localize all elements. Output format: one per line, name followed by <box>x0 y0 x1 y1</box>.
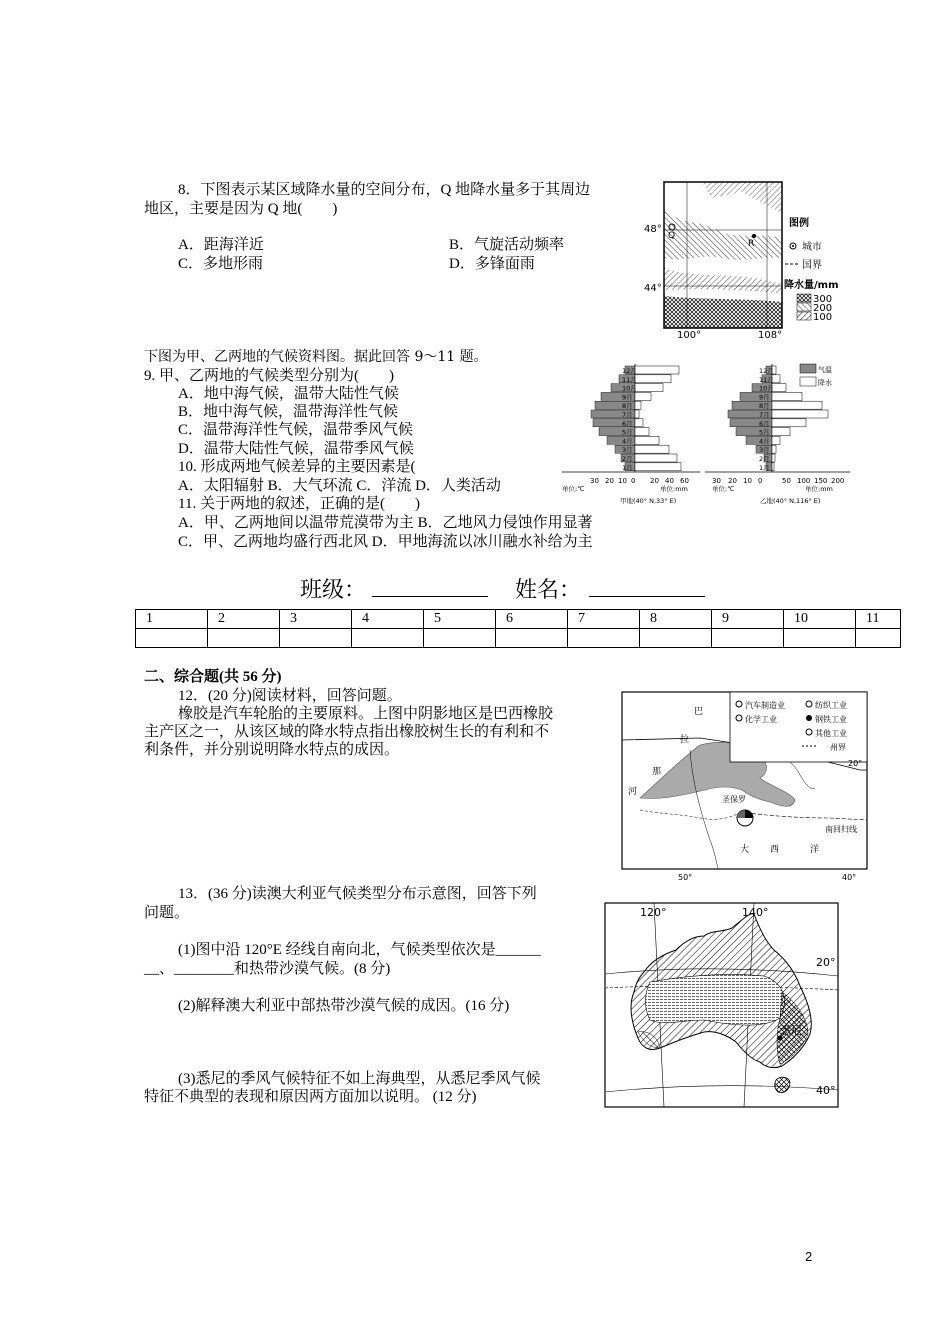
month-label: 8月 <box>622 402 633 411</box>
jia-tick-20: 20 <box>605 477 614 485</box>
jia-ptick-60: 60 <box>680 477 689 485</box>
month-label: 2月 <box>622 455 633 463</box>
legend-chem: 化学工业 <box>745 715 777 724</box>
yi-tick-0: 0 <box>758 477 763 485</box>
class-label: 班级： <box>300 578 367 603</box>
month-label: 1月 <box>622 463 633 472</box>
q10-options: A．太阳辐射 B．大气环流 C．洋流 D．人类活动 <box>178 478 501 494</box>
q9-option-d: D．温带大陆性气候，温带季风气候 <box>178 441 414 457</box>
precip-bar <box>772 419 806 427</box>
q13-part3-line2: 特征不典型的表现和原因两方面加以说明。 (12 分) <box>144 1089 477 1105</box>
page-number: 2 <box>805 1249 813 1264</box>
q8-option-b: B．气旋活动频率 <box>449 237 565 253</box>
legend-level-100: 100 <box>813 312 833 323</box>
legend-auto: 汽车制造业 <box>745 701 785 710</box>
legend-city-label: 城市 <box>802 242 822 253</box>
precip-bar <box>772 410 828 418</box>
precip-bar <box>635 419 643 427</box>
label-ocean-2: 西 <box>770 845 780 855</box>
answer-number: 9 <box>712 610 784 629</box>
precip-bar <box>772 454 775 462</box>
month-label: 6月 <box>759 419 770 428</box>
yi-ptick-50: 50 <box>782 477 791 485</box>
precip-bar <box>635 454 677 462</box>
point-r-label: R <box>748 239 755 249</box>
legend-border-label: 国界 <box>802 260 822 271</box>
answer-cell[interactable] <box>784 629 856 648</box>
lon-100-label: 100° <box>677 330 702 340</box>
jia-chart <box>562 364 700 505</box>
answer-number: 1 <box>136 610 208 629</box>
legend-precip-label: 降水 <box>818 379 832 387</box>
precip-bar <box>772 445 776 453</box>
yi-caption: 乙地(40° N,116° E) <box>760 497 821 505</box>
precip-bar <box>772 384 786 392</box>
answer-number: 10 <box>784 610 856 629</box>
answer-cell[interactable] <box>712 629 784 648</box>
label-la: 拉 <box>680 735 690 745</box>
precip-bar <box>772 463 774 471</box>
name-label: 姓名： <box>515 578 582 603</box>
q13-part1-line2: __、________和热带沙漠气候。(8 分) <box>144 961 391 977</box>
label-tropic: 南回归线 <box>825 825 857 834</box>
month-label: 7月 <box>622 411 633 419</box>
climate-chart <box>560 360 860 510</box>
answer-number: 6 <box>496 610 568 629</box>
legend-temp-label: 气温 <box>818 366 832 374</box>
yi-ptick-150: 150 <box>814 477 828 485</box>
brazil-industry-map <box>620 690 870 883</box>
answer-cell[interactable] <box>352 629 424 648</box>
legend-level-300: 300 <box>813 294 833 305</box>
precip-bar <box>772 436 780 444</box>
month-label: 5月 <box>622 428 633 437</box>
precip-bar <box>635 392 651 400</box>
month-label: 3月 <box>759 446 770 455</box>
q10-stem: 10. 形成两地气候差异的主要因素是( <box>178 459 416 475</box>
month-label: 10月 <box>759 384 774 393</box>
answer-blank-row <box>136 629 901 648</box>
lat-20-label: 20° <box>816 956 836 969</box>
answer-number: 8 <box>640 610 712 629</box>
q9-option-c: C．温带海洋性气候，温带季风气候 <box>178 422 414 438</box>
precip-bar <box>772 428 790 436</box>
answer-cell[interactable] <box>280 629 352 648</box>
answer-cell[interactable] <box>424 629 496 648</box>
q13-part1-line1: (1)图中沿 120°E 经线自南向北，气候类型依次是______ <box>178 942 541 958</box>
precip-bar <box>635 384 663 392</box>
q9-option-a: A．地中海气候，温带大陆性气候 <box>178 386 399 402</box>
precip-bar <box>635 463 681 471</box>
month-label: 11月 <box>759 375 774 384</box>
month-label: 6月 <box>622 419 633 428</box>
precip-bar <box>635 436 659 444</box>
month-label: 10月 <box>622 384 637 393</box>
month-label: 9月 <box>622 393 633 402</box>
precip-bar <box>635 366 679 374</box>
legend-state: 州界 <box>830 743 846 752</box>
precip-bar <box>635 445 669 453</box>
jia-unit-temp: 单位:℃ <box>562 485 585 493</box>
yi-ptick-100: 100 <box>797 477 811 485</box>
month-label: 1月 <box>759 463 770 472</box>
class-blank[interactable] <box>372 596 488 597</box>
q13-line1: 13．(36 分)读澳大利亚气候类型分布示意图，回答下列 <box>178 886 537 902</box>
label-na: 那 <box>652 767 662 777</box>
month-label: 12月 <box>759 367 774 375</box>
legend-precip-label: 降水量/mm <box>784 280 839 291</box>
answer-cell[interactable] <box>568 629 640 648</box>
lat-20-label: 20° <box>848 759 863 768</box>
yi-tick-20: 20 <box>728 477 737 485</box>
precipitation-map <box>642 178 847 340</box>
precip-bar <box>772 401 822 409</box>
jia-unit-precip: 单位:mm <box>660 485 688 493</box>
lon-40-label: 40° <box>842 873 857 882</box>
q13-line2: 问题。 <box>144 905 190 921</box>
legend-title: 图例 <box>789 218 809 229</box>
precip-bar <box>635 401 641 409</box>
month-label: 2月 <box>759 455 770 463</box>
month-label: 9月 <box>759 393 770 402</box>
section2-heading: 二、综合题(共 56 分) <box>144 669 282 685</box>
jia-ptick-40: 40 <box>665 477 674 485</box>
q8-line1: 8．下图表示某区域降水量的空间分布，Q 地降水量多于其周边 <box>178 182 591 198</box>
q9-intro: 下图为甲、乙两地的气候资料图。据此回答 9～11 题。 <box>144 349 488 365</box>
month-label: 4月 <box>622 437 633 446</box>
month-label: 5月 <box>759 428 770 437</box>
lat-40-label: 40° <box>816 1084 836 1097</box>
jia-caption: 甲地(40° N,33° E) <box>620 497 677 505</box>
label-ba: 巴 <box>694 707 704 717</box>
q13-part3-line1: (3)悉尼的季风气候特征不如上海典型，从悉尼季风气候 <box>178 1071 541 1087</box>
label-he: 河 <box>628 787 638 797</box>
name-blank[interactable] <box>589 596 705 597</box>
month-label: 8月 <box>759 402 770 411</box>
answer-number: 3 <box>280 610 352 629</box>
label-ocean-3: 洋 <box>810 845 820 855</box>
jia-tick-30: 30 <box>590 477 599 485</box>
month-label: 12月 <box>622 367 637 375</box>
answer-cell[interactable] <box>208 629 280 648</box>
lon-120-label: 120° <box>640 906 667 919</box>
answer-cell[interactable] <box>856 629 901 648</box>
q8-option-a: A．距海洋近 <box>178 237 264 253</box>
q11-options-ab: A．甲、乙两地间以温带荒漠带为主 B．乙地风力侵蚀作用显著 <box>178 515 593 531</box>
jia-tick-10: 10 <box>618 477 627 485</box>
lat-48-label: 48° <box>644 224 662 235</box>
lat-44-label: 44° <box>644 283 662 294</box>
answer-number: 4 <box>352 610 424 629</box>
q11-options-cd: C．甲、乙两地均盛行西北风 D．甲地海流以冰川融水补给为主 <box>178 534 593 550</box>
q8-option-c: C．多地形雨 <box>178 256 264 272</box>
yi-unit-temp: 单位:℃ <box>712 485 735 493</box>
month-label: 4月 <box>759 437 770 446</box>
q12-line4: 利条件，并分别说明降水特点的成因。 <box>144 742 400 758</box>
precip-bar <box>635 410 639 418</box>
legend-level-200: 200 <box>813 303 833 314</box>
answer-number: 7 <box>568 610 640 629</box>
q9-stem: 9. 甲、乙两地的气候类型分别为( ) <box>144 368 394 384</box>
q11-stem: 11. 关于两地的叙述，正确的是( ) <box>178 496 420 512</box>
legend-other: 其他工业 <box>815 729 847 738</box>
answer-number: 5 <box>424 610 496 629</box>
month-label: 7月 <box>759 411 770 419</box>
lon-140-label: 140° <box>742 906 769 919</box>
sydney-label: 悉尼 <box>780 1024 802 1037</box>
yi-ptick-200: 200 <box>831 477 845 485</box>
q12-line1: 12．(20 分)阅读材料，回答问题。 <box>178 688 402 704</box>
month-label: 11月 <box>622 375 637 384</box>
label-sao-paulo: 圣保罗 <box>722 795 746 804</box>
jia-ptick-20: 20 <box>650 477 659 485</box>
answer-number: 11 <box>856 610 901 629</box>
label-ocean-1: 大 <box>740 845 750 855</box>
lon-50-label: 50° <box>678 873 693 882</box>
answer-number: 2 <box>208 610 280 629</box>
q12-line3: 主产区之一，从该区域的降水特点指出橡胶树生长的有利和不 <box>144 724 550 740</box>
month-label: 3月 <box>622 446 633 455</box>
answer-cell[interactable] <box>496 629 568 648</box>
answer-table <box>135 609 901 648</box>
q8-line2: 地区，主要是因为 Q 地( ) <box>144 201 338 217</box>
answer-cell[interactable] <box>136 629 208 648</box>
precip-bar <box>772 392 802 400</box>
lon-108-label: 108° <box>758 330 783 340</box>
jia-tick-0: 0 <box>631 477 636 485</box>
answer-number-row <box>136 610 901 629</box>
legend-steel: 钢铁工业 <box>815 715 847 724</box>
q8-option-d: D．多锋面雨 <box>449 256 535 272</box>
yi-unit-precip: 单位:mm <box>805 485 833 493</box>
q13-part2: (2)解释澳大利亚中部热带沙漠气候的成因。(16 分) <box>178 998 510 1014</box>
legend-textile: 纺织工业 <box>815 701 847 710</box>
yi-tick-30: 30 <box>712 477 721 485</box>
precip-bar <box>635 428 649 436</box>
yi-tick-10: 10 <box>743 477 752 485</box>
australia-climate-map <box>604 902 840 1109</box>
point-q-label: Q <box>668 231 676 241</box>
answer-cell[interactable] <box>640 629 712 648</box>
q12-line2: 橡胶是汽车轮胎的主要原料。上图中阴影地区是巴西橡胶 <box>178 706 554 722</box>
precip-bar <box>635 375 671 383</box>
q9-option-b: B．地中海气候，温带海洋性气候 <box>178 404 399 420</box>
